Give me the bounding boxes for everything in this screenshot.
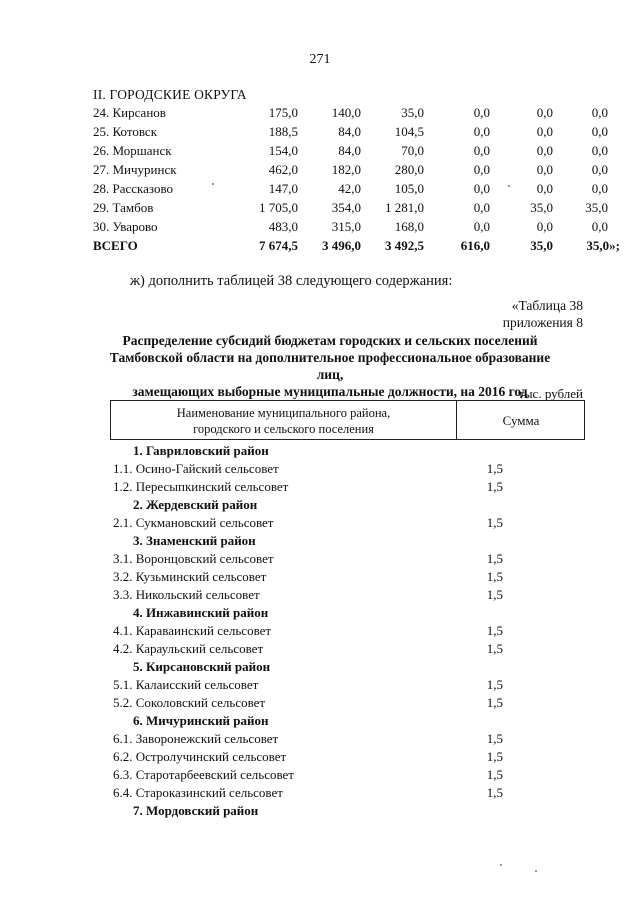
settlement-row	[0, 695, 640, 713]
row-value: 0,0	[473, 105, 490, 120]
row-amount: 1,5	[486, 515, 503, 530]
row-name: 26. Моршанск	[93, 143, 172, 158]
row-label: 6. Мичуринский район	[133, 713, 269, 728]
total-value: 35,0	[530, 238, 553, 253]
row-label: 1. Гавриловский район	[133, 443, 269, 458]
row-value: 462,0	[268, 162, 298, 177]
row-value: 0,0	[473, 181, 490, 196]
scan-speck	[212, 183, 214, 185]
caption-line: приложения 8	[502, 315, 583, 330]
title-line: замещающих выборные муниципальные должности, на 2016 год	[132, 384, 528, 399]
row-label: 6.1. Заворонежский сельсовет	[113, 731, 279, 746]
row-name: 27. Мичуринск	[93, 162, 177, 177]
settlement-row	[0, 623, 640, 641]
table-header	[110, 400, 585, 440]
settlement-row	[0, 677, 640, 695]
total-value: 7 674,5	[259, 238, 298, 253]
row-name: 29. Тамбов	[93, 200, 154, 215]
total-value: 616,0	[460, 238, 490, 253]
row-label: 5.2. Соколовский сельсовет	[113, 695, 266, 710]
row-value: 0,0	[591, 124, 608, 139]
table-title	[100, 332, 560, 400]
row-label: 6.4. Староказинский сельсовет	[113, 785, 283, 800]
row-value: 154,0	[268, 143, 298, 158]
district-row	[0, 803, 640, 821]
district-row	[0, 659, 640, 677]
row-amount: 1,5	[486, 623, 503, 638]
row-label: 1.2. Пересыпкинский сельсовет	[113, 479, 289, 494]
section-title: II. ГОРОДСКИЕ ОКРУГА	[93, 87, 247, 102]
row-name: 30. Уварово	[93, 219, 158, 234]
instruction-text: ж) дополнить таблицей 38 следующего содержания:	[130, 273, 453, 289]
row-value: 105,0	[394, 181, 424, 196]
upper-table-row	[0, 162, 640, 181]
row-value: 84,0	[338, 143, 361, 158]
upper-table-row	[0, 143, 640, 162]
row-label: 5.1. Калаисский сельсовет	[113, 677, 259, 692]
row-label: 5. Кирсановский район	[133, 659, 271, 674]
row-name: 24. Кирсанов	[93, 105, 166, 120]
row-value: 104,5	[394, 124, 424, 139]
row-value: 70,0	[401, 143, 424, 158]
row-value: 0,0	[536, 181, 553, 196]
row-label: 1.1. Осино-Гайский сельсовет	[113, 461, 279, 476]
row-label: 4. Инжавинский район	[133, 605, 269, 620]
row-amount: 1,5	[486, 479, 503, 494]
row-label: 3.2. Кузьминский сельсовет	[113, 569, 267, 584]
scan-speck	[508, 185, 510, 187]
row-value: 35,0	[530, 200, 553, 215]
settlement-row	[0, 767, 640, 785]
row-name: 28. Рассказово	[93, 181, 174, 196]
settlement-row	[0, 731, 640, 749]
district-row	[0, 497, 640, 515]
row-amount: 1,5	[486, 767, 503, 782]
row-label: 7. Мордовский район	[133, 803, 259, 818]
row-amount: 1,5	[486, 641, 503, 656]
row-value: 0,0	[591, 219, 608, 234]
row-value: 0,0	[473, 219, 490, 234]
row-label: 2. Жердевский район	[133, 497, 258, 512]
district-row	[0, 443, 640, 461]
row-amount: 1,5	[486, 677, 503, 692]
row-value: 1 281,0	[385, 200, 424, 215]
upper-table-row	[0, 124, 640, 143]
row-amount: 1,5	[486, 695, 503, 710]
page-number: 271	[309, 52, 331, 67]
units-label: тыс. рублей	[518, 386, 583, 401]
row-value: 0,0	[473, 124, 490, 139]
upper-total-row	[0, 238, 640, 257]
row-amount: 1,5	[486, 569, 503, 584]
row-value: 1 705,0	[259, 200, 298, 215]
upper-table-row	[0, 200, 640, 219]
row-amount: 1,5	[486, 749, 503, 764]
row-value: 182,0	[331, 162, 361, 177]
header-name-line: Наименование муниципального района,	[176, 406, 391, 420]
row-value: 147,0	[268, 181, 298, 196]
header-name-cell	[111, 405, 456, 437]
caption-line: «Таблица 38	[511, 298, 583, 313]
row-value: 175,0	[268, 105, 298, 120]
row-value: 0,0	[536, 162, 553, 177]
district-row	[0, 605, 640, 623]
row-value: 0,0	[591, 105, 608, 120]
row-value: 0,0	[591, 162, 608, 177]
row-value: 35,0	[585, 200, 608, 215]
row-value: 0,0	[591, 181, 608, 196]
total-value: 3 492,5	[385, 238, 424, 253]
row-label: 3. Знаменский район	[133, 533, 256, 548]
row-value: 354,0	[331, 200, 361, 215]
row-value: 140,0	[331, 105, 361, 120]
settlement-row	[0, 515, 640, 533]
row-value: 168,0	[394, 219, 424, 234]
district-row	[0, 713, 640, 731]
row-label: 6.2. Остролучинский сельсовет	[113, 749, 287, 764]
row-value: 0,0	[536, 124, 553, 139]
settlement-row	[0, 551, 640, 569]
settlement-row	[0, 461, 640, 479]
row-value: 0,0	[591, 143, 608, 158]
settlement-row	[0, 569, 640, 587]
row-value: 42,0	[338, 181, 361, 196]
table-caption	[383, 297, 583, 331]
row-value: 35,0	[401, 105, 424, 120]
settlement-row	[0, 587, 640, 605]
row-amount: 1,5	[486, 461, 503, 476]
row-value: 0,0	[473, 143, 490, 158]
row-amount: 1,5	[486, 587, 503, 602]
row-value: 280,0	[394, 162, 424, 177]
row-amount: 1,5	[486, 551, 503, 566]
row-label: 6.3. Старотарбеевский сельсовет	[113, 767, 294, 782]
row-value: 0,0	[536, 143, 553, 158]
row-value: 0,0	[473, 200, 490, 215]
header-sum-cell: Сумма	[502, 413, 540, 428]
row-value: 188,5	[268, 124, 298, 139]
row-label: 4.1. Караваинский сельсовет	[113, 623, 272, 638]
row-amount: 1,5	[486, 731, 503, 746]
scan-speck	[500, 864, 502, 866]
settlement-row	[0, 785, 640, 803]
row-value: 483,0	[268, 219, 298, 234]
title-line: Тамбовской области на дополнительное профессиональное образование лиц,	[109, 350, 551, 382]
district-row	[0, 533, 640, 551]
row-value: 0,0	[536, 105, 553, 120]
row-label: 4.2. Караульский сельсовет	[113, 641, 264, 656]
row-name: 25. Котовск	[93, 124, 158, 139]
title-line: Распределение субсидий бюджетам городских и сельских поселений	[122, 333, 538, 348]
settlement-row	[0, 749, 640, 767]
settlement-row	[0, 479, 640, 497]
row-value: 0,0	[536, 219, 553, 234]
row-value: 315,0	[331, 219, 361, 234]
row-value: 0,0	[473, 162, 490, 177]
upper-table-row	[0, 219, 640, 238]
row-label: 3.1. Воронцовский сельсовет	[113, 551, 274, 566]
total-value: 35,0»;	[586, 238, 620, 253]
header-name-line: городского и сельского поселения	[193, 422, 374, 436]
upper-table-row	[0, 181, 640, 200]
row-value: 84,0	[338, 124, 361, 139]
settlement-row	[0, 641, 640, 659]
row-label: 3.3. Никольский сельсовет	[113, 587, 260, 602]
row-amount: 1,5	[486, 785, 503, 800]
upper-table-row	[0, 105, 640, 124]
total-label: ВСЕГО	[93, 238, 138, 253]
scan-speck	[535, 870, 537, 872]
total-value: 3 496,0	[322, 238, 361, 253]
row-label: 2.1. Сукмановский сельсовет	[113, 515, 274, 530]
